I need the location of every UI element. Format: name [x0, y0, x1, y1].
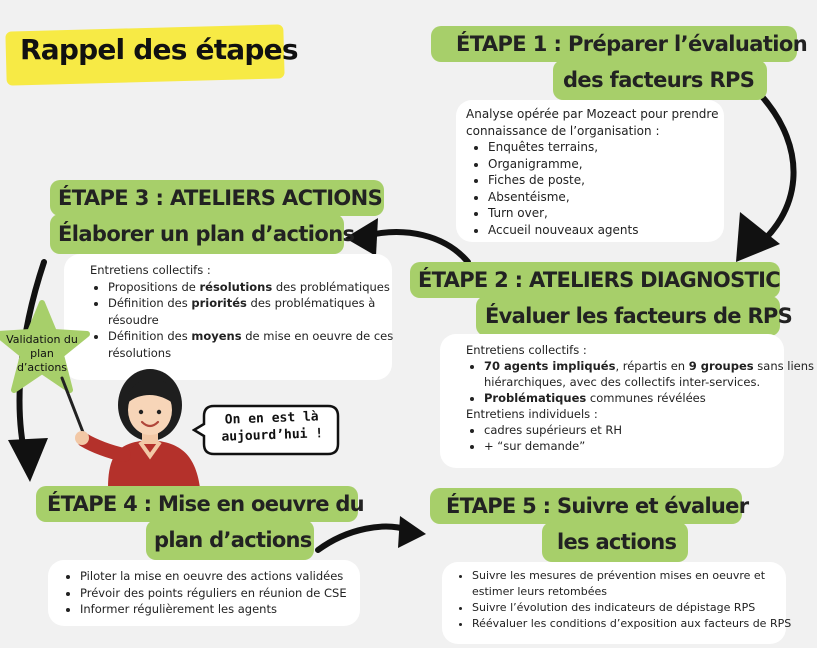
list-item: • Prévoir des points réguliers en réunion de CSE — [80, 585, 360, 602]
star-badge-text: Validation du plan d’actions — [6, 333, 78, 374]
step1-title-line2: des facteurs RPS — [563, 68, 755, 92]
step5-title-line1: ÉTAPE 5 : Suivre et évaluer — [446, 494, 749, 518]
list-item: • cadres supérieurs et RH — [484, 422, 784, 438]
list-item: • Réévaluer les conditions d’exposition aux facteurs de RPS — [472, 616, 786, 632]
list-item: • Définition des priorités des problématiques à résoudre — [108, 295, 392, 328]
arrow-step4-to-step5 — [318, 527, 408, 550]
list-item: • Suivre les mesures de prévention mises en oeuvre et estimer leurs retombées — [472, 568, 786, 600]
step4-title-line1: ÉTAPE 4 : Mise en oeuvre du — [47, 492, 364, 516]
list-item: • Fiches de poste, — [488, 172, 724, 189]
step2-individuels-label: Entretiens individuels : — [466, 407, 598, 421]
arrowhead-step3-to-step4 — [8, 438, 48, 482]
step2-individuels-list — [466, 422, 784, 454]
step2-title-line1: ÉTAPE 2 : ATELIERS DIAGNOSTIC — [418, 268, 780, 292]
step1-list — [466, 139, 724, 238]
step2-title-line2: Évaluer les facteurs de RPS — [485, 304, 793, 328]
arrowhead-step1-to-step2 — [736, 212, 780, 262]
list-item: • Définition des moyens de mise en oeuvre de ces résolutions — [108, 328, 392, 361]
step3-title-line1: ÉTAPE 3 : ATELIERS ACTIONS — [58, 186, 383, 210]
arrowhead-step4-to-step5 — [398, 516, 426, 548]
step2-card — [440, 334, 814, 468]
list-item: • Propositions de résolutions des problématiques — [108, 279, 392, 296]
list-item: • Piloter la mise en oeuvre des actions validées — [80, 568, 360, 585]
step3-label: Entretiens collectifs : — [90, 263, 211, 277]
step4-list — [62, 568, 360, 618]
step3-list — [90, 279, 392, 362]
step4-title-line2: plan d’actions — [154, 528, 312, 552]
step1-intro-1: Analyse opérée par Mozeact pour prendre — [466, 107, 719, 121]
speech-bubble-text: On en est là aujourd’hui ! — [221, 409, 324, 445]
list-item: • Problématiques communes révélées — [484, 390, 784, 406]
list-item: • Enquêtes terrains, — [488, 139, 724, 156]
arrow-step1-to-step2 — [752, 92, 794, 250]
step5-list — [456, 568, 792, 632]
step1-intro-2: connaissance de l’organisation : — [466, 123, 660, 138]
page-title: Rappel des étapes — [20, 33, 298, 66]
list-item: • 70 agents impliqués, répartis en 9 groupes sans liens hiérarchiques, avec des collectifs inter-services. — [484, 358, 784, 390]
list-item: • Organigramme, — [488, 156, 724, 173]
list-item: • Turn over, — [488, 205, 724, 222]
pointer-stick-icon — [62, 378, 86, 440]
step1-card — [456, 100, 724, 242]
list-item: • Suivre l’évolution des indicateurs de dépistage RPS — [472, 600, 786, 616]
step5-title-line2: les actions — [557, 530, 677, 554]
step2-collectifs-list — [466, 358, 814, 406]
list-item: • Accueil nouveaux agents — [488, 222, 724, 239]
step3-title-line2: Élaborer un plan d’actions — [58, 222, 355, 246]
list-item: • Informer régulièrement les agents — [80, 601, 360, 618]
step2-collectifs-label: Entretiens collectifs : — [466, 343, 587, 357]
step4-card — [48, 560, 360, 626]
presenter-illustration — [50, 360, 210, 488]
step1-title-line1: ÉTAPE 1 : Préparer l’évaluation — [456, 32, 808, 56]
list-item: • Absentéisme, — [488, 189, 724, 206]
step5-card — [442, 562, 792, 644]
list-item: • + “sur demande” — [484, 438, 784, 454]
